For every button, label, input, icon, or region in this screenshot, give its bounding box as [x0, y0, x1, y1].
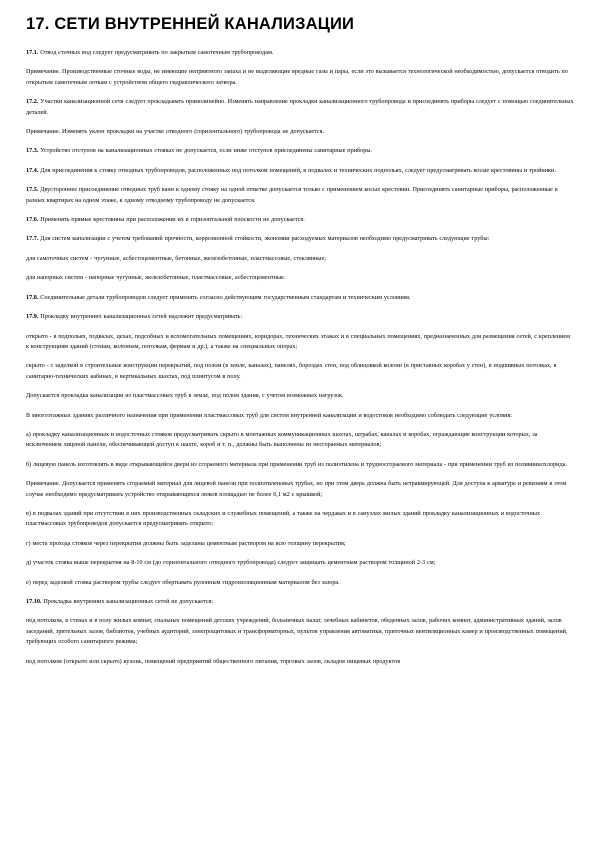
page-title: 17. СЕТИ ВНУТРЕННЕЙ КАНАЛИЗАЦИИ — [26, 15, 355, 33]
paragraph-text: под потолком, в стенах и в полу жилых комнат, спальных помещений детских учреждений, больничных палат, лечебных кабинетов, обеденных залов, рабочих комнат, административных зданий, залов заседаний, зрительных залов, библиотек, учебных аудиторий, электрощитовых и трансформаторных, пультов управления автоматики, приточных вентиляционных камер и производственных помещений, требующих особого санитарного режима; — [26, 617, 568, 646]
paragraph-text: для напорных систем - напорные чугунные, железобетонные, пластмассовые, асбестоцементные. — [26, 274, 286, 282]
paragraph — [26, 166, 574, 176]
paragraph — [26, 460, 574, 470]
paragraph-text: под потолком (открыто или скрыто) кухонь, помещений предприятий общественного питания, торговых залов, складов пищевых продуктов — [26, 657, 401, 665]
document-body — [26, 48, 574, 667]
paragraph — [26, 430, 574, 451]
paragraph — [26, 312, 574, 322]
paragraph-text: д) участок стояка выше перекрытия на 8-10 см (до горизонтального отводного трубопровода) следует защищать цементным раствором толщиной 2-3 см; — [26, 559, 436, 567]
clause-number: 17.10. — [26, 598, 42, 605]
paragraph — [26, 657, 574, 667]
paragraph-text: Допускается прокладка канализации из пластмассовых труб в земле, под полом здания, с учетом возможных нагрузок. — [26, 392, 344, 400]
clause-number: 17.4. — [26, 166, 39, 174]
paragraph — [26, 332, 574, 353]
paragraph — [26, 215, 574, 225]
paragraph-text: Примечание. Допускается применять сгораемый материал для лицевой панели при полиэтиленовых трубах, но при этом дверь должна быть нетравмирующей. Для доступа к арматуре и ревизиям в этом случае необходимо предусматривать устройство открывающихся люков площадью не более 0,1 м2 с крышкой; — [26, 480, 567, 498]
paragraph — [26, 479, 574, 500]
paragraph-text: В многоэтажных зданиях различного назначения при применении пластмассовых труб для систем внутренней канализации и водостоков необходимо соблюдать следующие условия: — [26, 411, 513, 419]
paragraph — [26, 597, 574, 607]
paragraph-text: открыто - в подпольях, подвалах, цехах, подсобных и вспомогательных помещениях, коридорах, технических этажах и в специальных помещениях, предназначенных для размещения сетей, с креплением к конструкциям зданий (стенам, колоннам, потолкам, фермам и др.), а также на специальных опорах; — [26, 332, 571, 350]
paragraph-text: Для присоединения к стояку отводных трубопроводов, расположенных под потолком помещений, в подвалах и технических подпольях, следует предусматривать косые крестовины и тройники. — [40, 166, 556, 174]
paragraph — [26, 411, 574, 421]
paragraph — [26, 127, 574, 137]
paragraph — [26, 558, 574, 568]
paragraph-text: в) в подвалах зданий при отсутствии в них производственных складских и служебных помещений, а также на чердаках и в санузлах жилых зданий прокладку канализационных и водосточных пластмассовых трубопроводов допускается предусматривать открыто; — [26, 509, 541, 528]
clause-number: 17.5. — [26, 186, 39, 194]
paragraph-text: Прокладку внутренних канализационных сетей надлежит предусматривать: — [40, 313, 243, 321]
clause-number: 17.6. — [26, 216, 39, 224]
paragraph-text: Для систем канализации с учетом требований прочности, коррозионной стойкости, экономии расходуемых материалов необходимо предусматривать следующие трубы: — [40, 235, 490, 243]
paragraph — [26, 273, 574, 283]
paragraph-text: Участки канализационной сети следует прокладывать прямолинейно. Изменять направление прокладки канализационного трубопровода и присоединять приборы следует с помощью соединительных деталей. — [26, 98, 574, 116]
paragraph-text: Отвод сточных вод следует предусматривать по закрытым самотечным трубопроводам. — [40, 49, 274, 56]
clause-number: 17.9. — [26, 313, 39, 321]
paragraph-text: Устройство отступов на канализационных стояках не допускается, если ниже отступов присоединены санитарные приборы. — [40, 147, 373, 155]
paragraph — [26, 185, 574, 206]
paragraph — [26, 293, 574, 303]
paragraph-text: Соединительные детали трубопроводов следует применять согласно действующим государственным стандартам и техническим условиям. — [40, 293, 411, 301]
paragraph — [26, 361, 574, 382]
paragraph-text: б) лицевую панель изготовлять в виде открывающейся двери из сгораемого материала при применении труб из полиэтилена и трудносгораемого материала - при применении труб из поливинилхлорида. — [26, 460, 567, 468]
document-page — [26, 14, 574, 676]
paragraph — [26, 391, 574, 401]
paragraph-text: г) места прохода стояков через перекрытия должны быть заделаны цементным раствором на всю толщину перекрытия; — [26, 539, 346, 547]
paragraph-text: Примечание. Изменять уклон прокладки на участке отводного (горизонтального) трубопровода не допускается. — [26, 128, 324, 136]
paragraph-text: скрыто - с заделкой в строительные конструкции перекрытий, под полом (в земле, каналах), панелях, бороздах стен, под облицовкой колонн (в приставных коробах у стен), в подшивных потолках, в санитарно-технических кабинах, в вертикальных шахтах, под плинтусом в полу. — [26, 362, 557, 380]
paragraph-text: Применять прямые крестовины при расположении их в горизонтальной плоскости не допускается. — [40, 216, 305, 224]
clause-number: 17.3. — [26, 147, 39, 155]
paragraph-text: Прокладка внутренних канализационных сетей не допускается: — [43, 598, 214, 605]
clause-number: 17.7. — [26, 235, 39, 243]
clause-number: 17.2. — [26, 98, 39, 106]
paragraph-text: е) перед заделкой стояка раствором трубы следует обертывать рулонным гидроизоляционным материалом без зазора. — [26, 578, 340, 586]
paragraph — [26, 67, 574, 88]
paragraph — [26, 539, 574, 549]
paragraph — [26, 509, 574, 530]
paragraph — [26, 234, 574, 244]
paragraph — [26, 97, 574, 118]
paragraph — [26, 578, 574, 588]
paragraph-text: Примечание. Производственные сточные воды, не имеющие неприятного запаха и не выделяющие вредные газы и пары, если это вызывается технологической необходимостью, допускается отводить по открытым самотечным лоткам с устройством общего гидравлического затвора. — [26, 68, 568, 86]
paragraph — [26, 616, 574, 647]
paragraph-text: Двустороннее присоединение отводных труб ванн к одному стояку на одной отметке допускается только с применением косых крестовин. Присоединять санитарные приборы, расположенные в разных квартирах на одном этаже, к одному отводному трубопроводу не допускается. — [26, 186, 558, 204]
paragraph-text: для самотечных систем - чугунные, асбестоцементные, бетонные, железобетонные, пластмассовые, стеклянные; — [26, 254, 326, 262]
clause-number: 17.8. — [26, 293, 39, 301]
paragraph-text: а) прокладку канализационных и водосточных стояков предусматривать скрыто в монтажных коммуникационных шахтах, штрабах, каналах и коробах, ограждающие конструкции которых, за исключением лицевой панели, обеспечивающей доступ к шахте, короб и т. п., должны быть выполнены из несгораемых материалов; — [26, 430, 538, 449]
paragraph — [26, 254, 574, 264]
paragraph — [26, 146, 574, 156]
paragraph — [26, 48, 574, 58]
clause-number: 17.1. — [26, 49, 39, 56]
